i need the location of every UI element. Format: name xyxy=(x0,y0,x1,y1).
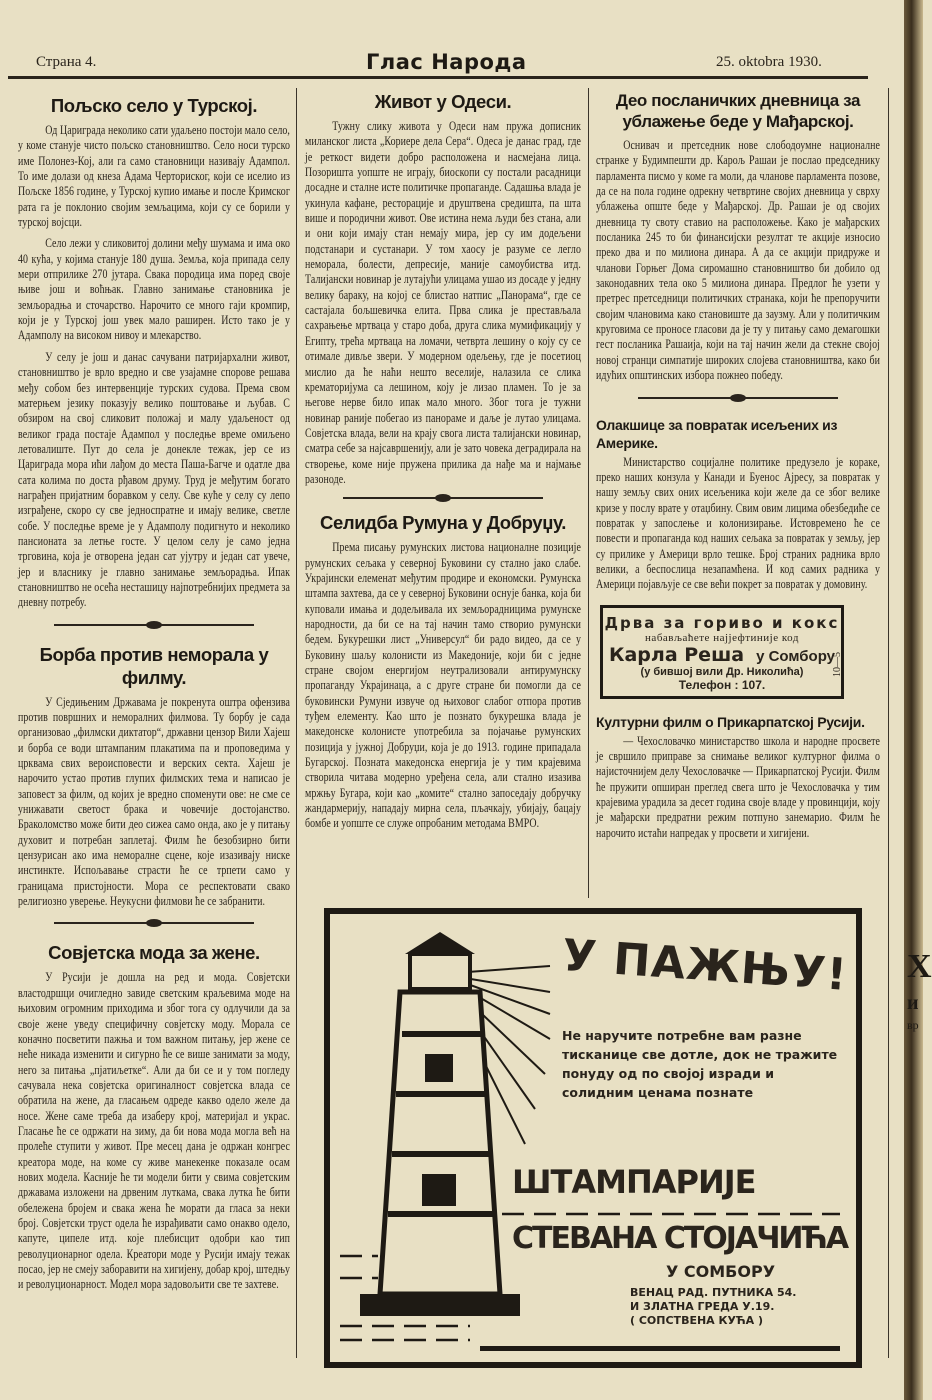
article-title: Пољско село у Турској. xyxy=(50,95,258,116)
article-title: Борба против неморала у филму. xyxy=(39,643,269,688)
article-polish-village xyxy=(18,94,290,611)
article-paragraph: У Сједињеним Државама је покренута оштра офензива против површних и неморалних филмова. Ту борбу је сада организовао „филмски диктатор“, државни цензор Вили Хајеш и борба се води штампаним плакатима па и проповедима у црквама свих вероисповести и верских секта. Хајеш је нарочито устао против глупих филмских тема и написао је заповест за филм, од којих је вредно споменути ове: не сме се унижавати светост брака и човечије достојанство. Браколомство може бити део сижеа само онда, ако је у питању духовит и потребан заплетај. Филм ће безобзирно бити цензурисан ако има неморалне сцене, које изазивају ниске инстинкте. Испољавање страсти ће се трпети само у границама пристојности. Мора се респектовати свако религиозно уверење. Неукусни филмови ће се забранити. xyxy=(18,694,291,909)
article-title: Културни филм о Прикарпатској Русији. xyxy=(596,713,865,730)
ad-city: у Сомбору xyxy=(756,647,836,665)
ad-address: (у бившој вили Др. Николића) xyxy=(640,665,804,678)
ad-merchant-name: Карла Реша xyxy=(608,643,745,666)
article-paragraph: Тужну слику живота у Одеси нам пружа дописник миланског листа „Кориере дела Сера“. Одеса је данас град, где је реткост видети добро расположена и насмејана лица. Позоришта уопште не играју, биоскопи су постали расадници досадне и сталне исте политичке пропаганде. Садашња влада је укинула кафане, ресторације и друштвена средишта, па шта више и породични живот. Ове истина нема људи без стана, али и они који имају стан немају мира, јер су им додељени подстанари и сустанари. У том хаосу је разуме се легло неморала, болести, депресије, маније самоубиства итд. Талијански новинар је лутајући улицама ушао из досаде у једну велику бараку, на којој се блистао натпис „Панорама“, где се састајала бољшевичка елита. Прва слика је престављала сахрањење мртваца у старо доба, друга слика мумификацију у Египту, трећа мртваца на ломачи, четврта лешину о коју су се отимале дивље звери. У модерном одељењу, где је посетиоц мислио да ће наћи нешто веселије, налазила се слика крематоријума са лешином, коју је лизао пламен. То је за његове нерве било ипак мало много. Због тога је тужни новинар раније побегао из панораме и даље је лутао улицама. Совјетска влада, вели на крају свога листа талијански новинар, сматра себе за најсавршенију, али је зато човека деградирала на створење, коме није пружена прилика да нађе ма и најмање разоноде. xyxy=(305,119,581,486)
article-title: Живот у Одеси. xyxy=(374,91,512,112)
ornament-divider xyxy=(54,917,254,929)
article-paragraph: У Русији је дошла на ред и мода. Совјетски властодршци очигледно завиде светским краљевима моде на њиховим огромним приходима и због тога су одлучили да за своје жене уведу специфичну совјетску моду. Морала се коначно посветити пажња и том важном питању, јер жене се неће никада изменити и сигурно ће се више занимати за моду, него за питања „пјатиљетке“. Али да би се и у том погледу сачувала нека совјетска оригиналност совјетска влада се обратила на жене, да гласањем одреде какво одело желе да носе. Жене саме треба да изаберу крој, материјал и украс. Гласање ће се одржати на зиму, да би нова мода могла већ на пролеће ступити у живот. Пре месец дана је одржан конгрес креатора моде, на коме су живе манекенке показале осам нових модела. Касније ће ти модели бити у свима совјетским државама изложени на дрвеним луткама, свака лутка ће бити обележена бројем и свака жена ће морати да гласа за неки број. Совјетски труст одела ће израђивати само онакво одело, капуте, ципеле итд. које плебисцит одобри као тип револуционарног одела. Креатори моде у Русији имају тежак посао, јер не смеју заборавити на хигијену, добар крој, штедњу и револуционарност. Модел мора задовољити све те захтеве. xyxy=(18,970,291,1292)
ad-company-line2: СТЕВАНА СТОЈАЧИЋА xyxy=(508,1220,851,1258)
column-divider xyxy=(296,88,297,1358)
article-cultural-film xyxy=(596,713,880,841)
article-paragraph: Село лежи у сликовитој долини међу шумама и има око 40 кућа, у којима станује 180 душа. Земља, која припада селу мери отприлике 270 јутара. Свака породица има поред своје њиве још и воћњак. Главно занимање становника је земљорадња и сточарство. Нарочито се много гаји кромпир, који је у Турској још увек мало раширен. Исто тако је у Адамполу на високом нивоу и млекарство. xyxy=(18,236,291,343)
ornament-divider xyxy=(343,492,543,504)
masthead: Глас Народа xyxy=(366,50,527,74)
article-emigrants-return xyxy=(596,416,880,593)
article-paragraph: Оснивач и претседник нове слободоумне националне странке у Будимпешти др. Карољ Рашаи је послао председнику парламента писмо у коме га моли, да чланове парламента позове, да се на пола године одрекну четвртине својих дневница у сврху ублажења опште беде у Мађарској. Др. Рашаи је од својих дневница ту своту ставио на расположење. Како је мађарских посланика 245 то би финансијски резултат те акције износио преко два и по милиона динара. А да се акцији придруже и чланови Горњег Дома сиромашно становништво би добило од законодавних тела око 5 милиона динара. Предлог ће узети у претрес претседници политичких странака, који ће препоручити својим члановима како становиште да заузму. Али у политичким круговима се проносе гласови да је ту у питању само демагошки гест посланика Рашаија, који на тај начин жели да стекне својој новој странци симпатије широких слојева становништва, како би идућих општинских избора пожнео победу. xyxy=(596,138,880,383)
ad-text: Не наручите потребне вам разне тисканице све дотле, док не тражите понуду од по својој изради и солидним ценама познате xyxy=(562,1028,838,1100)
article-paragraph: Од Цариграда неколико сати удаљено постоји мало село, у коме станује чисто пољско становништво. Село носи турско име Полонез-Кој, али га само становници називају Адампол. То име долази од кнеза Адама Черториског, који се иселио из Пољске 1856 године, у Турској купио имање и после Кримског рата га је поклонио својим земљацима, који су се борили у турској војсци. xyxy=(18,123,291,230)
header-rule xyxy=(8,76,868,79)
column-divider xyxy=(888,88,889,1358)
ad-address xyxy=(630,1286,796,1328)
ornament-divider xyxy=(54,619,254,631)
ad-headline: У ПАЖЊУ! xyxy=(560,930,850,1001)
article-title: Селидба Румуна у Добруџу. xyxy=(320,512,566,534)
article-paragraph: У селу је још и данас сачувани патријархални живот, становништво је врло вредно и све узајамне спорове решава међу собом без интервенције турских судова. Према свом матерњем језику показују велико поштовање и љубав. С обзиром на свој сликовит положај и малу удаљеност од великог града постаје Адампол у последње време омиљено летовалиште. Пут до села је донекле тежак, јер се из Цариграда мора ићи лађом до места Паша-Багче и одатле два сата колима по доста рђавом друму. Труд је међутим богато награђен пријатним боравком у селу. Све куће у селу су лепо изграђене, скоро су све једноспратне и имају велике, светле собе. У последње време је у Адамполу подигнуто и неколико пансионата за летње госте. У целом селу је само једна трговина, која је отворена један сат ујутру и један сат увече, јер и власнику је главно занимање земљорадња. Ипак становништво не осећа несташицу најпотребнијих предмета за дневну потребу. xyxy=(18,349,291,610)
column-3 xyxy=(596,90,880,841)
article-title: Део посланичких дневница за ублажење беде у Мађарској. xyxy=(615,91,861,131)
article-title: Олакшице за повратак исељених из Америке. xyxy=(596,416,838,451)
next-page-fragment: Х xyxy=(907,948,932,985)
article-paragraph: Министарство социјалне политике предузело је кораке, преко наших конзула у Канади и Буенос Ајресу, за повратак у нашу земљу свих оних исељеника који желе да се због велике кризе у послу врате у отаџбину. Свим овим лицима обезбедиће се повратак у запослење и колонизирање. Истовремено ће се повести и пропаганда код наших сељака за повратак у земљу, јер су прилике у Америци врло тешке. Број страних радника врло велики, а беспослица незапамћена. И код самих радника у Америци појављује се све већи покрет за повратак у домовину. xyxy=(596,454,880,592)
firewood-ad xyxy=(600,605,844,699)
issue-date: 25. oktobra 1930. xyxy=(716,54,822,70)
article-hungary-deputies xyxy=(596,90,880,384)
page-number: Страна 4. xyxy=(36,54,97,70)
article-film-immorality xyxy=(18,643,290,910)
ad-phone: Телефон : 107. xyxy=(678,677,766,692)
article-soviet-fashion xyxy=(18,941,290,1292)
column-2 xyxy=(305,90,581,832)
article-odessa xyxy=(305,90,581,487)
ad-code: 10—5 xyxy=(832,651,843,677)
article-paragraph: Према писању румунских листова националне позиције румунских сељака у северној Буковини су стално јако слабе. Украјински елеменат међутим продире и економски. Румунска штампа захтева, да се у северној Буковини оснује банка, која би куповали имања и додељивала их земљорадницима румунске народности, да би се на тај начин тамо створио румунски бедем. Букурешки лист „Универсул“ би радо видео, да се у Буковину шаљу колонисти из Македоније, који би с једне стране својом енергијом неутрализовали антирумунску пропаганду Украјинаца, а с друге стране би помогли да се буковински Румуни извуче од њиховог слабог отпора против туђем елементу. Као што је познато букурешка влада је македонске колонисте употребила за појачање румунских позиција у јужној Добруџи, која је до 1913. године припадала Бугарској. Позната македонска енергија је у тим крајевима створила читава модерно уређена села, али стално изазива мржњу Бугара, који као „комите“ стално запоседају добручку жандармерију, нападају мирна села, пљачкају, убијају, бацају бомбе и уопште се служе опробаним методама ВМРО. xyxy=(305,540,581,831)
ad-city: У СОМБОРУ xyxy=(666,1262,776,1281)
ad-company-line1: ШТАМПАРИЈЕ xyxy=(508,1162,760,1202)
article-romanians-dobruja xyxy=(305,511,581,832)
next-page-fragment: вр xyxy=(907,1018,919,1032)
ad-address-line: ВЕНАЦ РАД. ПУТНИКА 54. xyxy=(630,1286,797,1299)
column-1 xyxy=(18,94,290,1293)
printing-house-ad xyxy=(324,908,862,1368)
ad-address-line: ( СОПСТВЕНА КУЋА ) xyxy=(630,1314,764,1327)
column-divider xyxy=(588,88,589,898)
article-title: Совјетска мода за жене. xyxy=(48,942,260,964)
article-paragraph: — Чехословачко министарство школа и народне просвете је свршило приправе за снимање великог културног филма о најисточнијем делу Чехословачке — Прикарпатској Русији. Филм ће пружити опширан преглед свега што је Чехословачка у тим крајевима урадила за десет година своје владе у провинцији, коју је мађарски предратни режим потпуно занемарио. Филм ће нарочито истаћи напредак у просвети и хигијени. xyxy=(596,733,880,840)
page-binding xyxy=(904,0,923,1400)
ad-address-line: И ЗЛАТНА ГРЕДА У.19. xyxy=(630,1300,775,1313)
ad-subline: набављаћете најјефтиније код xyxy=(645,631,799,644)
ad-headline: Дрва за гориво и кокс xyxy=(604,613,840,632)
next-page-fragment: и xyxy=(907,992,919,1014)
ornament-divider xyxy=(638,392,838,404)
